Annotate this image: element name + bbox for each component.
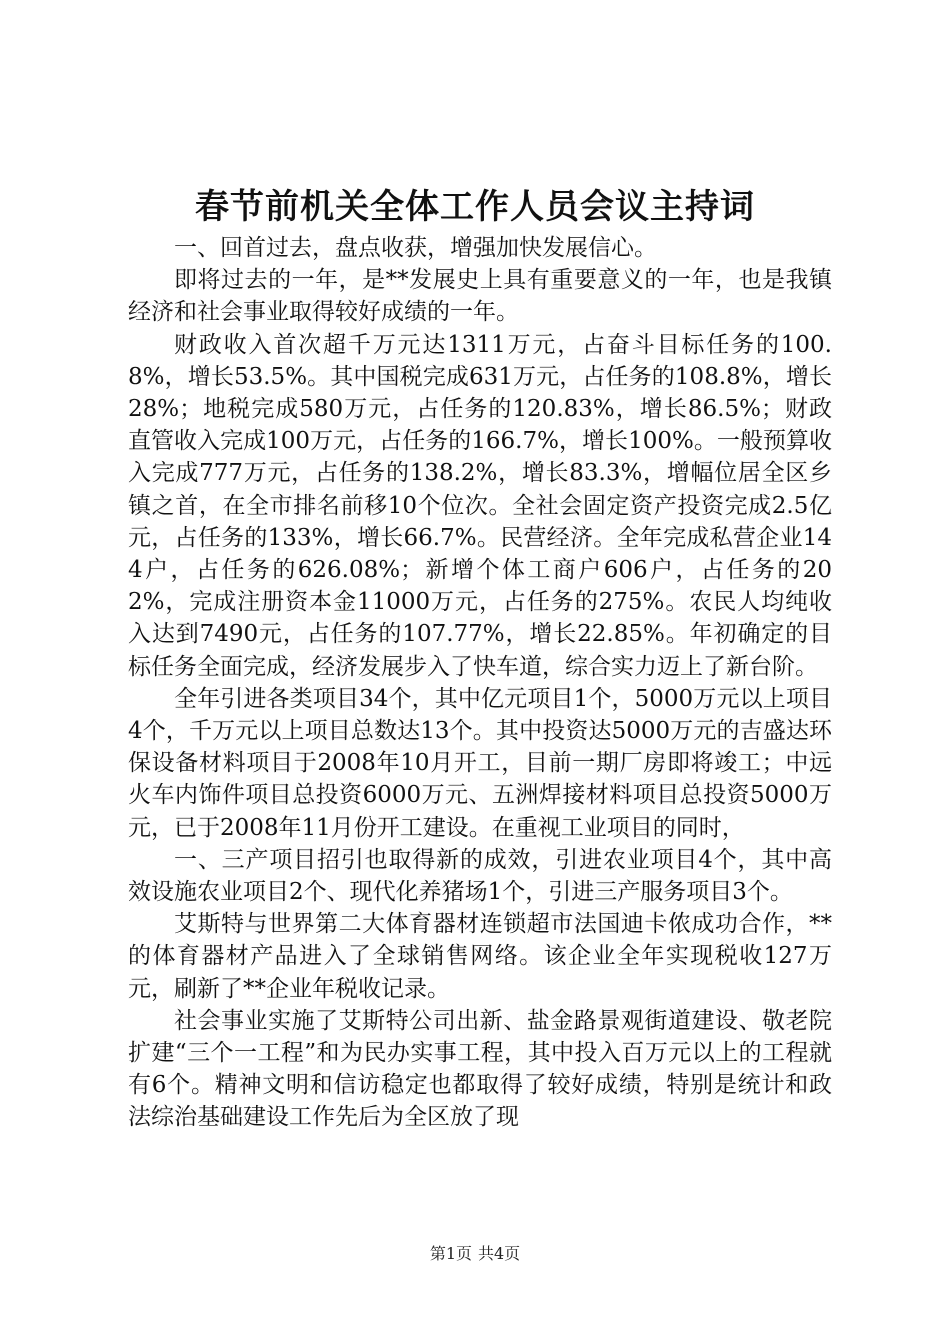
paragraph-fiscal-revenue: 财政收入首次超千万元达1311万元，占奋斗目标任务的100.8%，增长53.5%。其中国税完成631万元，占任务的108.8%，增长28%；地税完成580万元，占任务的120.83%，增长86.5%；财政直管收入完成100万元，占任务的166.7%，增长100%。一般预算收入完成777万元，占任务的138.2%，增长83.3%，增幅位居全区乡镇之首，在全市排名前移10个位次。全社会固定资产投资完成2.5亿元，占任务的133%，增长66.7%。民营经济。全年完成私营企业144户，占任务的626.08%；新增个体工商户606户，占任务的202%，完成注册资本金11000万元，占任务的275%。农民人均纯收入达到7490元，占任务的107.77%，增长22.85%。年初确定的目标任务全面完成，经济发展步入了快车道，综合实力迈上了新台阶。 [128, 331, 832, 680]
page-footer [0, 1243, 950, 1265]
page-number: 第1页 [429, 1244, 472, 1263]
paragraph-social-affairs: 社会事业实施了艾斯特公司出新、盐金路景观街道建设、敬老院扩建“三个一工程”和为民办实事工程，其中投入百万元以上的工程就有6个。精神文明和信访稳定也都取得了较好成绩，特别是统计和政法综治基础建设工作先后为全区放了现 [128, 1007, 832, 1131]
paragraph-agriculture-services: 一、三产项目招引也取得新的成效，引进农业项目4个，其中高效设施农业项目2个、现代化养猪场1个，引进三产服务项目3个。 [128, 846, 832, 906]
paragraph-sports-equipment: 艾斯特与世界第二大体育器材连锁超市法国迪卡侬成功合作，**的体育器材产品进入了全球销售网络。该企业全年实现税收127万元，刷新了**企业年税收记录。 [128, 911, 832, 1002]
page-total: 共4页 [478, 1244, 521, 1263]
document-title: 春节前机关全体工作人员会议主持词 [195, 187, 755, 227]
paragraph-projects: 全年引进各类项目34个，其中亿元项目1个，5000万元以上项目4个，千万元以上项目总数达13个。其中投资达5000万元的吉盛达环保设备材料项目于2008年10月开工，目前一期厂房即将竣工；中远火车内饰件项目总投资6000万元、五洲焊接材料项目总投资5000万元，已于2008年11月份开工建设。在重视工业项目的同时， [128, 685, 832, 841]
document-body [128, 232, 832, 1134]
paragraph-heading-review: 一、回首过去，盘点收获，增强加快发展信心。 [174, 235, 657, 261]
paragraph-year-summary: 即将过去的一年，是**发展史上具有重要意义的一年，也是我镇经济和社会事业取得较好成绩的一年。 [128, 267, 832, 326]
